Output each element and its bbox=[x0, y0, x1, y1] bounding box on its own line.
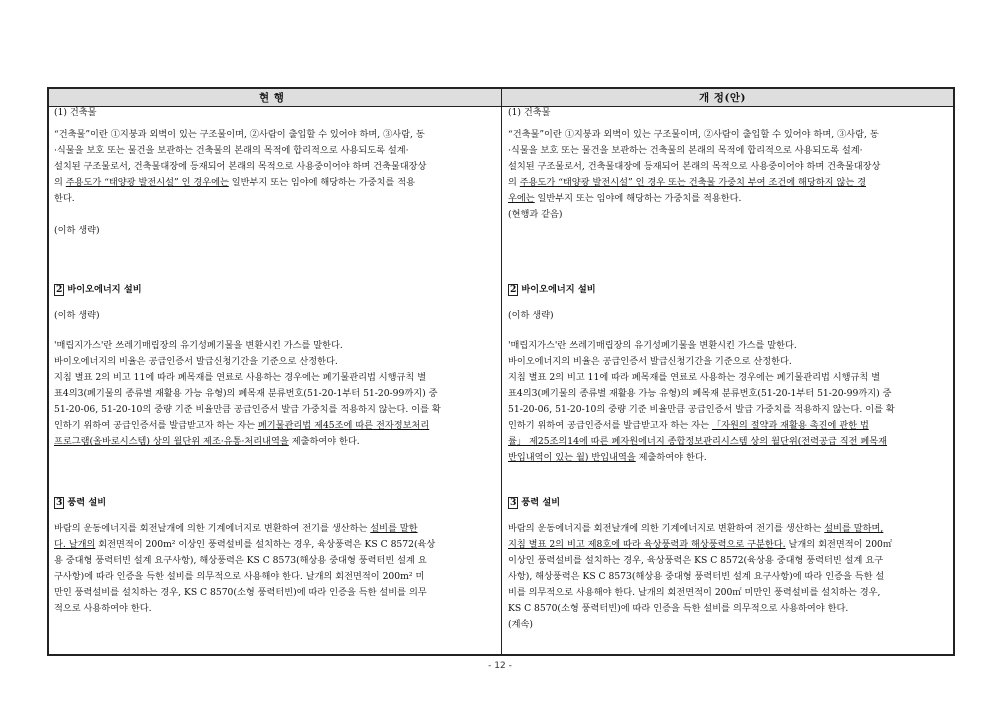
omitted-note: (이하 생략) bbox=[54, 225, 100, 236]
section-title-text: 풍력 설비 bbox=[67, 497, 107, 508]
text-span: 인하기 위하여 공급인증서를 발급받고자 하는 자는 bbox=[54, 420, 258, 431]
revised-column bbox=[508, 107, 948, 652]
section-title-text: 바이오에너지 설비 bbox=[521, 284, 596, 295]
text-line: ·식물을 보호 또는 물건을 보관하는 건축물의 본래의 목적에 합리적으로 사용되도록 설계· bbox=[508, 145, 863, 156]
section-bioenergy-title bbox=[54, 284, 142, 296]
underlined-text: 주용도가 “태양광 발전시설” 인 경우에는 bbox=[65, 177, 229, 188]
section-bioenergy-title bbox=[508, 284, 596, 296]
underlined-text: 설비를 말한 bbox=[370, 523, 418, 534]
underlined-text: 폐기물관리법 제45조에 따른 전자정보처리 bbox=[257, 420, 430, 431]
text-line bbox=[54, 420, 429, 432]
text-span: 바람의 운동에너지를 회전날개에 의한 기계에너지로 변환하여 전기를 생산하는 bbox=[508, 523, 825, 534]
text-line bbox=[508, 523, 883, 535]
text-line: 51-20-06, 51-20-10의 중량 기준 비율만큼 공급인증서 발급 가중치를 적용하지 않는다. 이를 확 bbox=[508, 404, 895, 415]
underlined-text: 률」 제25조의14에 따른 폐자원에너지 종합정보관리시스템 상의 월단위(전력공급 직전 폐목재 bbox=[508, 436, 888, 447]
omitted-note: (이하 생략) bbox=[508, 310, 554, 321]
section-number-box: 3 bbox=[56, 497, 63, 508]
text-line bbox=[508, 193, 741, 205]
text-line: ·식물을 보호 또는 물건을 보관하는 건축물의 본래의 목적에 합리적으로 사용되도록 설계· bbox=[54, 145, 409, 156]
text-line bbox=[508, 539, 892, 551]
text-span: 날개의 회전면적이 200㎡ bbox=[785, 539, 893, 550]
text-line: 설치된 구조물로서, 건축물대장에 등재되어 본래의 목적으로 사용중이어야 하며 건축물대장상 bbox=[54, 161, 427, 172]
text-line bbox=[54, 436, 360, 448]
text-line: 바이오에너지의 비율은 공급인증서 발급신청기간을 기준으로 산정한다. bbox=[508, 356, 792, 367]
section-title-text: 풍력 설비 bbox=[521, 497, 561, 508]
section-number-box: 2 bbox=[510, 284, 517, 295]
underlined-text: 프로그램(올바로시스템) 상의 월단위 제조·유통·처리내역을 bbox=[54, 436, 289, 447]
header-current: 현 행 bbox=[259, 92, 285, 104]
text-span: 인하기 위하여 공급인증서를 발급받고자 하는 자는 bbox=[508, 420, 712, 431]
text-line: 지침 별표 2의 비고 11에 따라 폐목재를 연료로 사용하는 경우에는 폐기물관리법 시행규칙 별 bbox=[54, 372, 427, 383]
text-line: 비를 의무적으로 사용해야 한다. 날개의 회전면적이 200㎡ 미만인 풍력설비를 설치하는 경우, bbox=[508, 587, 881, 598]
underlined-text: 다. 날개의 bbox=[54, 539, 96, 550]
text-line: “건축물”이란 ①지붕과 외벽이 있는 구조물이며, ②사람이 출입할 수 있어야 하며, ③사람, 동 bbox=[508, 129, 879, 140]
text-span: 제출하여야 한다. bbox=[288, 436, 360, 447]
text-line: 용 중대형 풍력터빈 설계 요구사항), 해상풍력은 KS C 8573(해상용 중대형 풍력터빈 설계 요 bbox=[54, 555, 427, 566]
text-span: 의 bbox=[508, 177, 520, 188]
text-span: 일반부지 또는 임야에 해당하는 가중치를 적용 bbox=[228, 177, 416, 188]
text-line: 51-20-06, 51-20-10의 중량 기준 비율만큼 공급인증서 발급 가중치를 적용하지 않는다. 이를 확 bbox=[54, 404, 441, 415]
text-line: 표4의3(폐기물의 종류별 재활용 가능 유형)의 폐목재 분류번호(51-20-1부터 51-20-99까지) 중 bbox=[54, 388, 438, 399]
underlined-text: 지침 별표 2의 비고 제8호에 따라 육상풍력과 해상풍력으로 구분한다. bbox=[508, 539, 786, 550]
text-span: 일반부지 또는 임야에 해당하는 가중치를 적용한다. bbox=[534, 193, 742, 204]
text-span: 제출하여야 한다. bbox=[635, 452, 707, 463]
underlined-text: 설비를 말하며, bbox=[824, 523, 884, 534]
text-line: 이상인 풍력설비를 설치하는 경우, 육상풍력은 KS C 8572(육상용 중대형 풍력터빈 설계 요구 bbox=[508, 555, 884, 566]
continued-note: (계속) bbox=[508, 619, 533, 630]
page-number: - 12 - bbox=[488, 661, 512, 671]
text-line bbox=[508, 436, 887, 448]
text-line bbox=[508, 420, 869, 432]
text-span: 바람의 운동에너지를 회전날개에 의한 기계에너지로 변환하여 전기를 생산하는 bbox=[54, 523, 371, 534]
underlined-text: 우에는 bbox=[508, 193, 535, 204]
text-line: 사항), 해상풍력은 KS C 8573(해상용 중대형 풍력터빈 설계 요구사항)에 따라 인증을 득한 설 bbox=[508, 571, 885, 582]
underlined-text: 「자원의 절약과 재활용 촉진에 관한 법 bbox=[711, 420, 869, 431]
header-revised: 개 정(안) bbox=[699, 92, 747, 104]
section-building-title: (1) 건축물 bbox=[508, 107, 551, 118]
text-line: 구사항)에 따라 인증을 득한 설비를 의무적으로 사용해야 한다. 날개의 회전면적이 200m² 미 bbox=[54, 571, 425, 582]
text-line: 설치된 구조물로서, 건축물대장에 등재되어 본래의 목적으로 사용중이어야 하며 건축물대장상 bbox=[508, 161, 881, 172]
text-line: '매립지가스'란 쓰레기매립장의 유기성폐기물을 변환시킨 가스를 말한다. bbox=[54, 340, 343, 351]
current-column bbox=[54, 107, 494, 652]
text-line: 지침 별표 2의 비고 11에 따라 폐목재를 연료로 사용하는 경우에는 폐기물관리법 시행규칙 별 bbox=[508, 372, 881, 383]
section-wind-title bbox=[508, 497, 560, 509]
text-line bbox=[508, 177, 866, 189]
comparison-table bbox=[47, 87, 955, 656]
section-title-text: 바이오에너지 설비 bbox=[67, 284, 142, 295]
section-number-box: 2 bbox=[56, 284, 63, 295]
section-wind-title bbox=[54, 497, 106, 509]
underlined-text: 반입내역이 있는 월) 반입내역을 bbox=[508, 452, 636, 463]
column-divider bbox=[501, 89, 502, 654]
text-line: '매립지가스'란 쓰레기매립장의 유기성폐기물을 변환시킨 가스를 말한다. bbox=[508, 340, 797, 351]
text-line bbox=[508, 452, 707, 464]
same-as-current-note: (현행과 같음) bbox=[508, 209, 563, 220]
text-line: KS C 8570(소형 풍력터빈)에 따라 인증을 득한 설비를 의무적으로 사용하여야 한다. bbox=[508, 603, 849, 614]
text-line bbox=[54, 539, 435, 551]
text-span: 회전면적이 200m² 이상인 풍력설비를 설치하는 경우, 육상풍력은 KS C 8572(육상 bbox=[95, 539, 436, 550]
section-number-box: 3 bbox=[510, 497, 517, 508]
text-line: 표4의3(폐기물의 종류별 재활용 가능 유형)의 폐목재 분류번호(51-20-1부터 51-20-99까지) 중 bbox=[508, 388, 892, 399]
text-line: 만인 풍력설비를 설치하는 경우, KS C 8570(소형 풍력터빈)에 따라 인증을 득한 설비를 의무 bbox=[54, 587, 427, 598]
text-span: 의 bbox=[54, 177, 66, 188]
omitted-note: (이하 생략) bbox=[54, 310, 100, 321]
text-line: 바이오에너지의 비율은 공급인증서 발급신청기간을 기준으로 산정한다. bbox=[54, 356, 338, 367]
underlined-text: 주용도가 “태양광 발전시설” 인 경우 또는 건축물 가중치 부여 조건에 해당하지 않는 경 bbox=[519, 177, 866, 188]
text-line: “건축물”이란 ①지붕과 외벽이 있는 구조물이며, ②사람이 출입할 수 있어야 하며, ③사람, 동 bbox=[54, 129, 425, 140]
text-line: 적으로 사용하여야 한다. bbox=[54, 603, 152, 614]
section-building-title: (1) 건축물 bbox=[54, 107, 97, 118]
text-line: 한다. bbox=[54, 193, 75, 204]
text-line bbox=[54, 177, 415, 189]
text-line bbox=[54, 523, 418, 535]
